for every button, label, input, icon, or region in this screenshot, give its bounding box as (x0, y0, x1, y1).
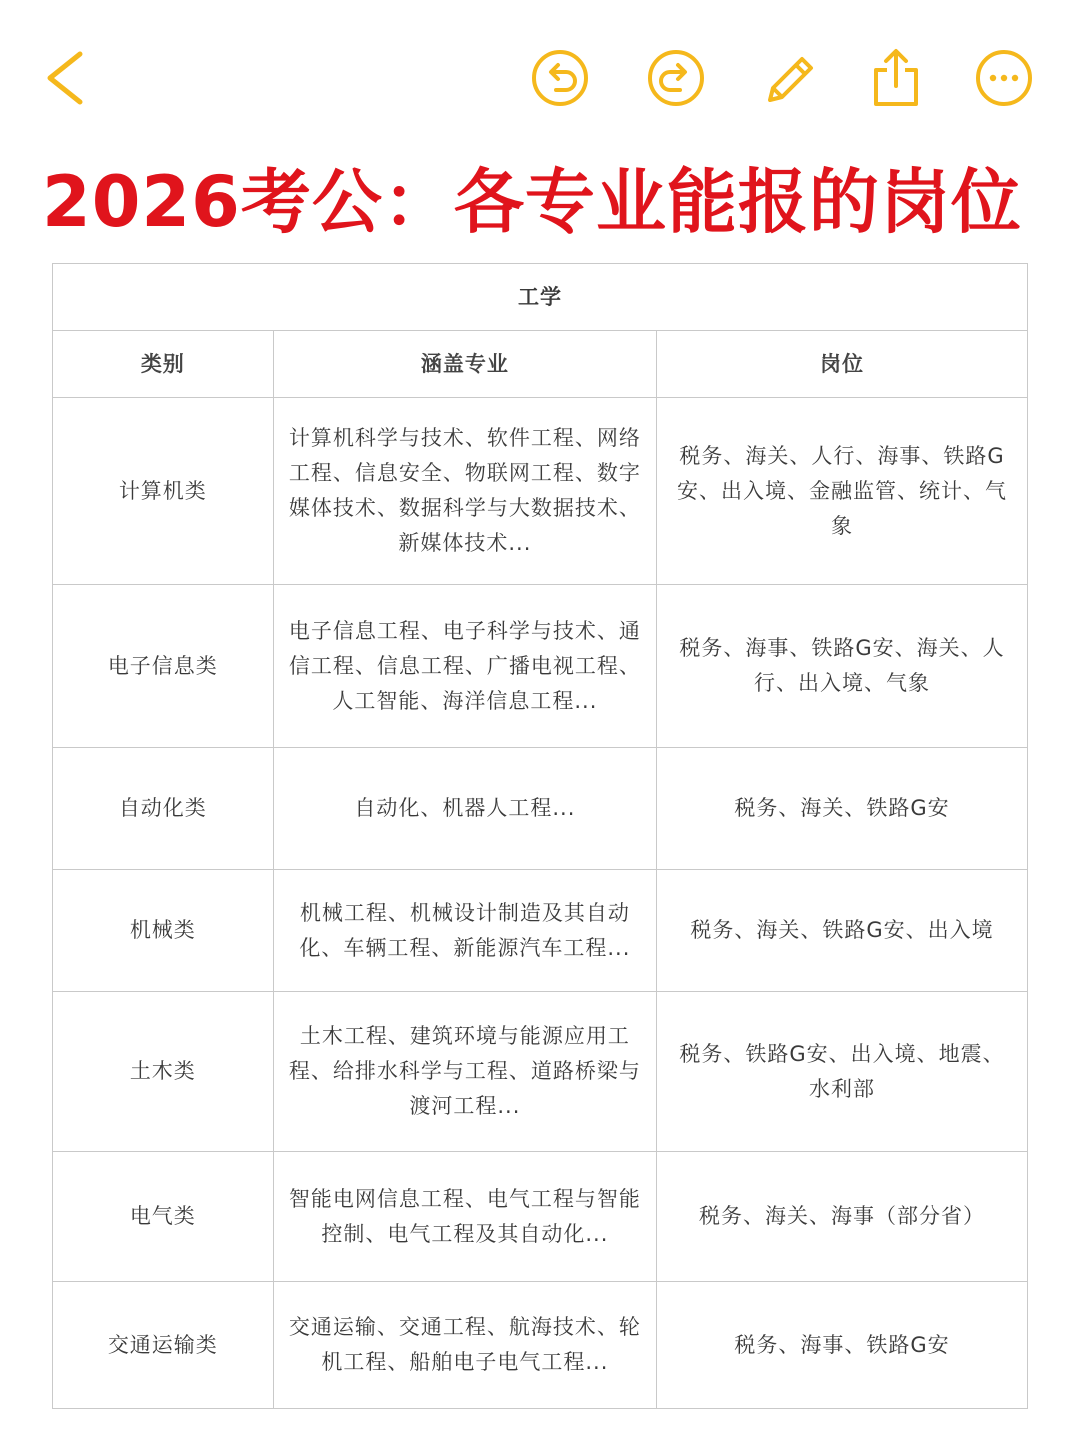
redo-icon[interactable] (646, 48, 706, 108)
table-row (53, 870, 1028, 992)
back-icon[interactable] (40, 48, 90, 108)
table-group-row (53, 264, 1028, 331)
majors-cell: 机械工程、机械设计制造及其自动化、车辆工程、新能源汽车工程... (273, 870, 656, 992)
majors-cell: 电子信息工程、电子科学与技术、通信工程、信息工程、广播电视工程、人工智能、海洋信息工程... (273, 585, 656, 748)
table-row (53, 585, 1028, 748)
category-cell: 土木类 (53, 992, 274, 1152)
positions-cell: 税务、海事、铁路G安 (657, 1282, 1028, 1409)
category-cell: 电气类 (53, 1152, 274, 1282)
page-title: 2026考公：各专业能报的岗位 (42, 161, 1022, 243)
majors-table (52, 263, 1028, 1409)
edit-icon[interactable] (760, 48, 820, 108)
positions-cell: 税务、海关、铁路G安、出入境 (657, 870, 1028, 992)
category-cell: 电子信息类 (53, 585, 274, 748)
table-row (53, 1282, 1028, 1409)
table-row (53, 1152, 1028, 1282)
majors-table-container (52, 263, 1028, 1443)
category-cell: 计算机类 (53, 398, 274, 585)
positions-cell: 税务、铁路G安、出入境、地震、水利部 (657, 992, 1028, 1152)
positions-cell: 税务、海关、人行、海事、铁路G安、出入境、金融监管、统计、气象 (657, 398, 1028, 585)
category-cell: 机械类 (53, 870, 274, 992)
majors-cell: 交通运输、交通工程、航海技术、轮机工程、船舶电子电气工程... (273, 1282, 656, 1409)
column-header-majors: 涵盖专业 (273, 331, 656, 398)
table-header-row (53, 331, 1028, 398)
category-cell: 自动化类 (53, 748, 274, 870)
positions-cell: 税务、海关、海事（部分省） (657, 1152, 1028, 1282)
majors-cell: 自动化、机器人工程... (273, 748, 656, 870)
majors-cell: 土木工程、建筑环境与能源应用工程、给排水科学与工程、道路桥梁与渡河工程... (273, 992, 656, 1152)
column-header-category: 类别 (53, 331, 274, 398)
table-row (53, 398, 1028, 585)
table-row (53, 992, 1028, 1152)
table-row (53, 748, 1028, 870)
majors-cell: 计算机科学与技术、软件工程、网络工程、信息安全、物联网工程、数字媒体技术、数据科学与大数据技术、新媒体技术... (273, 398, 656, 585)
share-icon[interactable] (866, 46, 926, 108)
undo-icon[interactable] (530, 48, 590, 108)
column-header-positions: 岗位 (657, 331, 1028, 398)
positions-cell: 税务、海关、铁路G安 (657, 748, 1028, 870)
more-icon[interactable] (974, 48, 1034, 108)
category-cell: 交通运输类 (53, 1282, 274, 1409)
majors-cell: 智能电网信息工程、电气工程与智能控制、电气工程及其自动化... (273, 1152, 656, 1282)
group-title: 工学 (53, 264, 1028, 331)
top-toolbar (0, 0, 1080, 150)
positions-cell: 税务、海事、铁路G安、海关、人行、出入境、气象 (657, 585, 1028, 748)
